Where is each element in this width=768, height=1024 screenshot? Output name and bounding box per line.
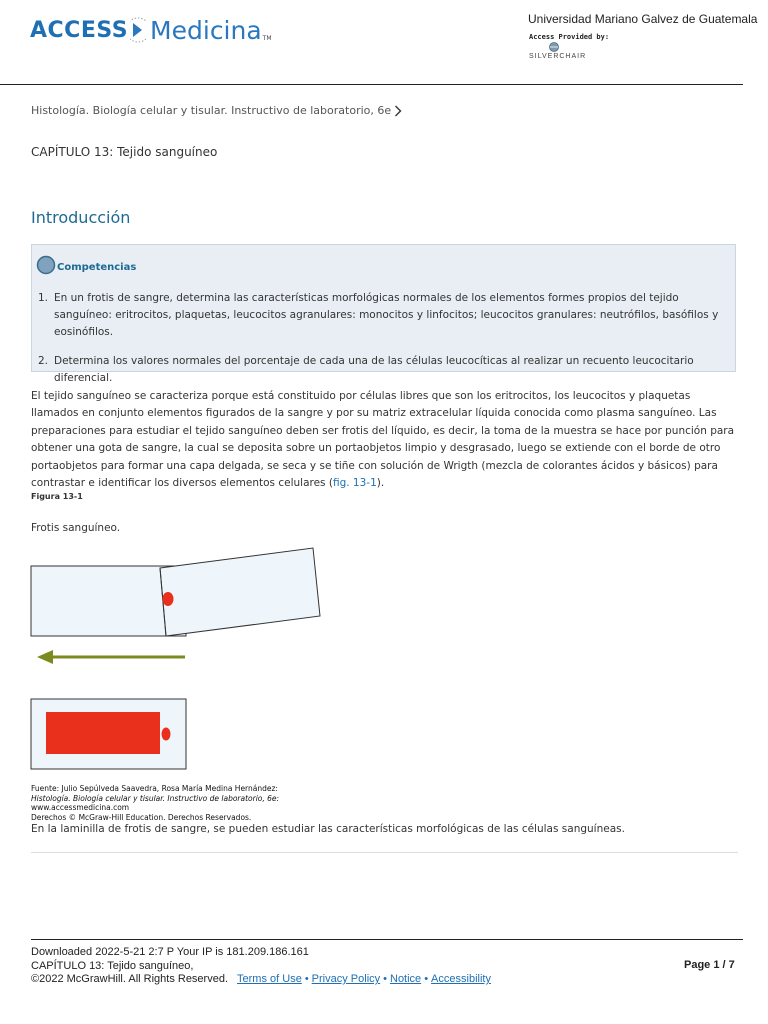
download-info: Downloaded 2022-5-21 2:7 P Your IP is 181.209.186.161 [31,946,309,958]
source-line: www.accessmedicina.com [31,803,130,812]
competencias-circle-icon [36,255,56,275]
list-item [38,353,728,387]
breadcrumb-book-title[interactable]: Histología. Biología celular y tisular. Instructivo de laboratorio, 6e [31,104,392,117]
copyright-text: ©2022 McGrawHill. All Rights Reserved. [31,973,229,985]
privacy-policy-link[interactable]: Privacy Policy [311,973,381,985]
spreader-slide [160,548,320,636]
footer-divider [31,939,743,940]
link-separator: • [304,973,309,985]
footer-chapter: CAPÍTULO 13: Tejido sanguíneo, [31,960,194,972]
silverchair-name: SILVERCHAIR [529,53,587,60]
logo-trademark: TM [262,35,272,42]
chapter-title: CAPÍTULO 13: Tejido sanguíneo [31,145,218,159]
header-divider [0,84,743,85]
smear-drop [162,728,171,741]
logo-arrow-icon [130,15,146,45]
accessmedicina-logo[interactable] [30,10,272,50]
terms-of-use-link[interactable]: Terms of Use [237,973,302,985]
list-item-number: 2. [38,355,49,367]
section-heading: Introducción [31,208,131,227]
footer-links [31,973,491,985]
logo-access-text: ACCESS [30,17,129,43]
content-divider [31,852,738,853]
list-item-number: 1. [38,292,49,304]
source-line: Histología. Biología celular y tisular. Instructivo de laboratorio, 6e: [31,793,280,803]
notice-link[interactable]: Notice [390,973,422,985]
link-separator: • [383,973,387,985]
link-separator: • [424,973,429,985]
page-number: Page 1 / 7 [684,959,735,971]
list-item-text: En un frotis de sangre, determina las características morfológicas normales de los elementos formes propios del tejido sanguíneo: eritrocitos, plaquetas, leucocitos agranulares: monocitos y linfocitos; leucocitos granulares: neutrófilos, basófilos y eosinófilos. [54,292,719,338]
access-provided-label: Access Provided by: [529,33,610,41]
institution-name: Universidad Mariano Galvez de Guatemala [528,12,758,26]
spacer [228,973,237,985]
paragraph-end: ). [376,477,385,490]
footer-info [31,945,309,973]
after-figure-text: En la laminilla de frotis de sangre, se pueden estudiar las características morfológicas de las células sanguíneas. [31,823,625,835]
competencias-list [38,290,728,399]
blood-smear [46,712,160,754]
figure-link[interactable]: fig. 13-1 [332,477,377,490]
arrow-head [37,650,53,664]
list-item-text: Determina los valores normales del porcentaje de cada una de las células leucocíticas al realizar un recuento leucocitario diferencial. [54,355,694,384]
logo-medicina-text: Medicina [150,15,262,45]
accessibility-link[interactable]: Accessibility [431,973,491,985]
figure-label: Figura 13-1 [31,492,83,501]
blood-drop [163,592,174,606]
silverchair-logo-icon [529,41,579,53]
intro-paragraph [31,388,739,492]
figure-caption: Frotis sanguíneo. [31,522,121,534]
breadcrumb[interactable] [31,104,402,117]
figure-source [31,784,279,822]
list-item [38,290,728,341]
blood-smear-figure [0,540,340,780]
source-line: Fuente: Julio Sepúlveda Saavedra, Rosa María Medina Hernández: [31,784,278,793]
chevron-right-icon [394,105,402,117]
competencias-title: Competencias [57,262,137,273]
paragraph-text: El tejido sanguíneo se caracteriza porque está constituido por células libres que son los eritrocitos, los leucocitos y plaquetas llamados en conjunto elementos figurados de la sangre y por su matriz extracelular líquida conocida como plasma sanguíneo. Las preparaciones para estudiar el tejido sanguíneo deben ser frotis del líquido, es decir, la toma de la muestra se hace por punción para obtener una gota de sangre, la cual se deposita sobre un portaobjetos limpio y desgrasado, luego se extiende con el borde de otro portaobjetos para formar una capa delgada, se seca y se tiñe con solución de Wrigth (mezcla de colorantes ácidos y básicos) para contrastar e identificar los diversos elementos celulares ( [31,390,735,490]
source-line: Derechos © McGraw-Hill Education. Derechos Reservados. [31,812,252,822]
